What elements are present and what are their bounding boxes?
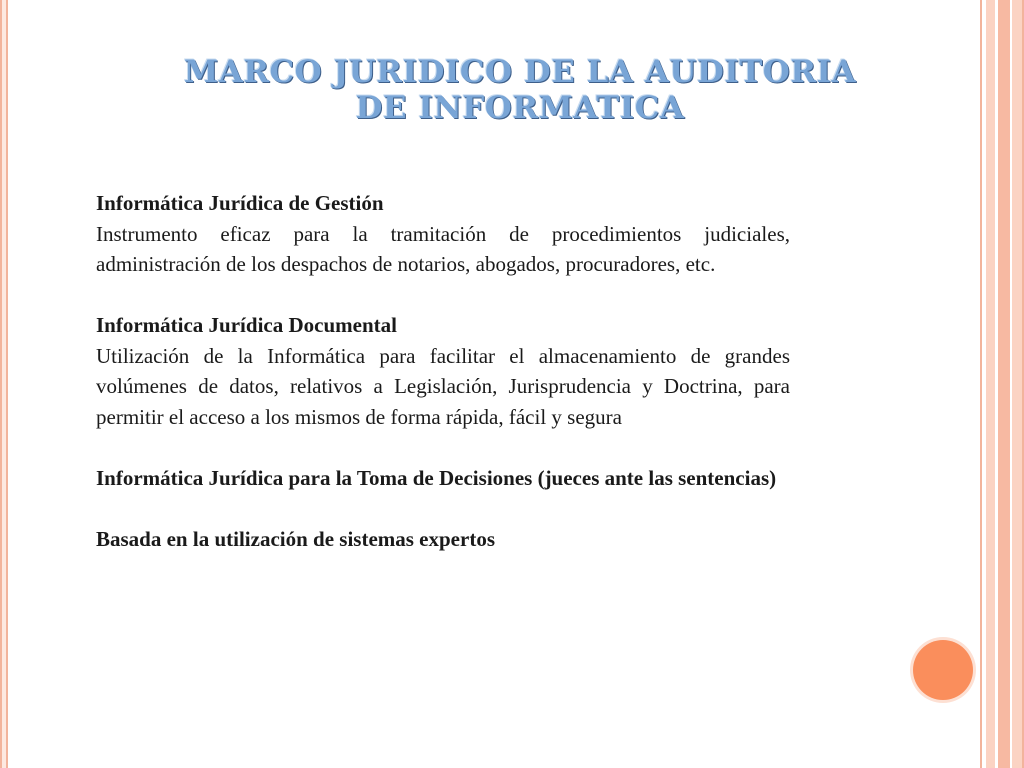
section-heading: Basada en la utilización de sistemas expertos — [96, 526, 495, 551]
stripe — [1012, 0, 1024, 768]
slide-title — [150, 54, 890, 126]
right-decorative-stripes — [980, 0, 1024, 768]
slide-title-line-2: DE INFORMATICA — [355, 90, 685, 126]
section-heading: Informática Jurídica Documental — [96, 313, 397, 337]
section-sistemas-expertos — [96, 524, 790, 555]
section-documental — [96, 310, 790, 432]
slide-content — [96, 188, 790, 585]
decorative-circle — [913, 640, 973, 700]
left-border-frame — [0, 0, 8, 768]
section-gestion — [96, 188, 790, 280]
section-heading: Informática Jurídica para la Toma de Decisiones (jueces ante las sentencias) — [96, 465, 777, 490]
slide-title-line-1: MARCO JURIDICO DE LA AUDITORIA — [183, 54, 857, 90]
stripe — [986, 0, 996, 768]
stripe — [998, 0, 1009, 768]
section-body: Utilización de la Informática para facilitar el almacenamiento de grandes volúmenes de datos, relativos a Legislación, Jurisprudencia y Doctrina, para permitir el acceso a los mismos de forma rápida, fácil y segura — [96, 343, 790, 429]
section-toma-decisiones — [96, 463, 790, 494]
section-body: Instrumento eficaz para la tramitación de procedimientos judiciales, administración de los despachos de notarios, abogados, procuradores, etc. — [96, 221, 790, 276]
section-heading: Informática Jurídica de Gestión — [96, 191, 384, 215]
